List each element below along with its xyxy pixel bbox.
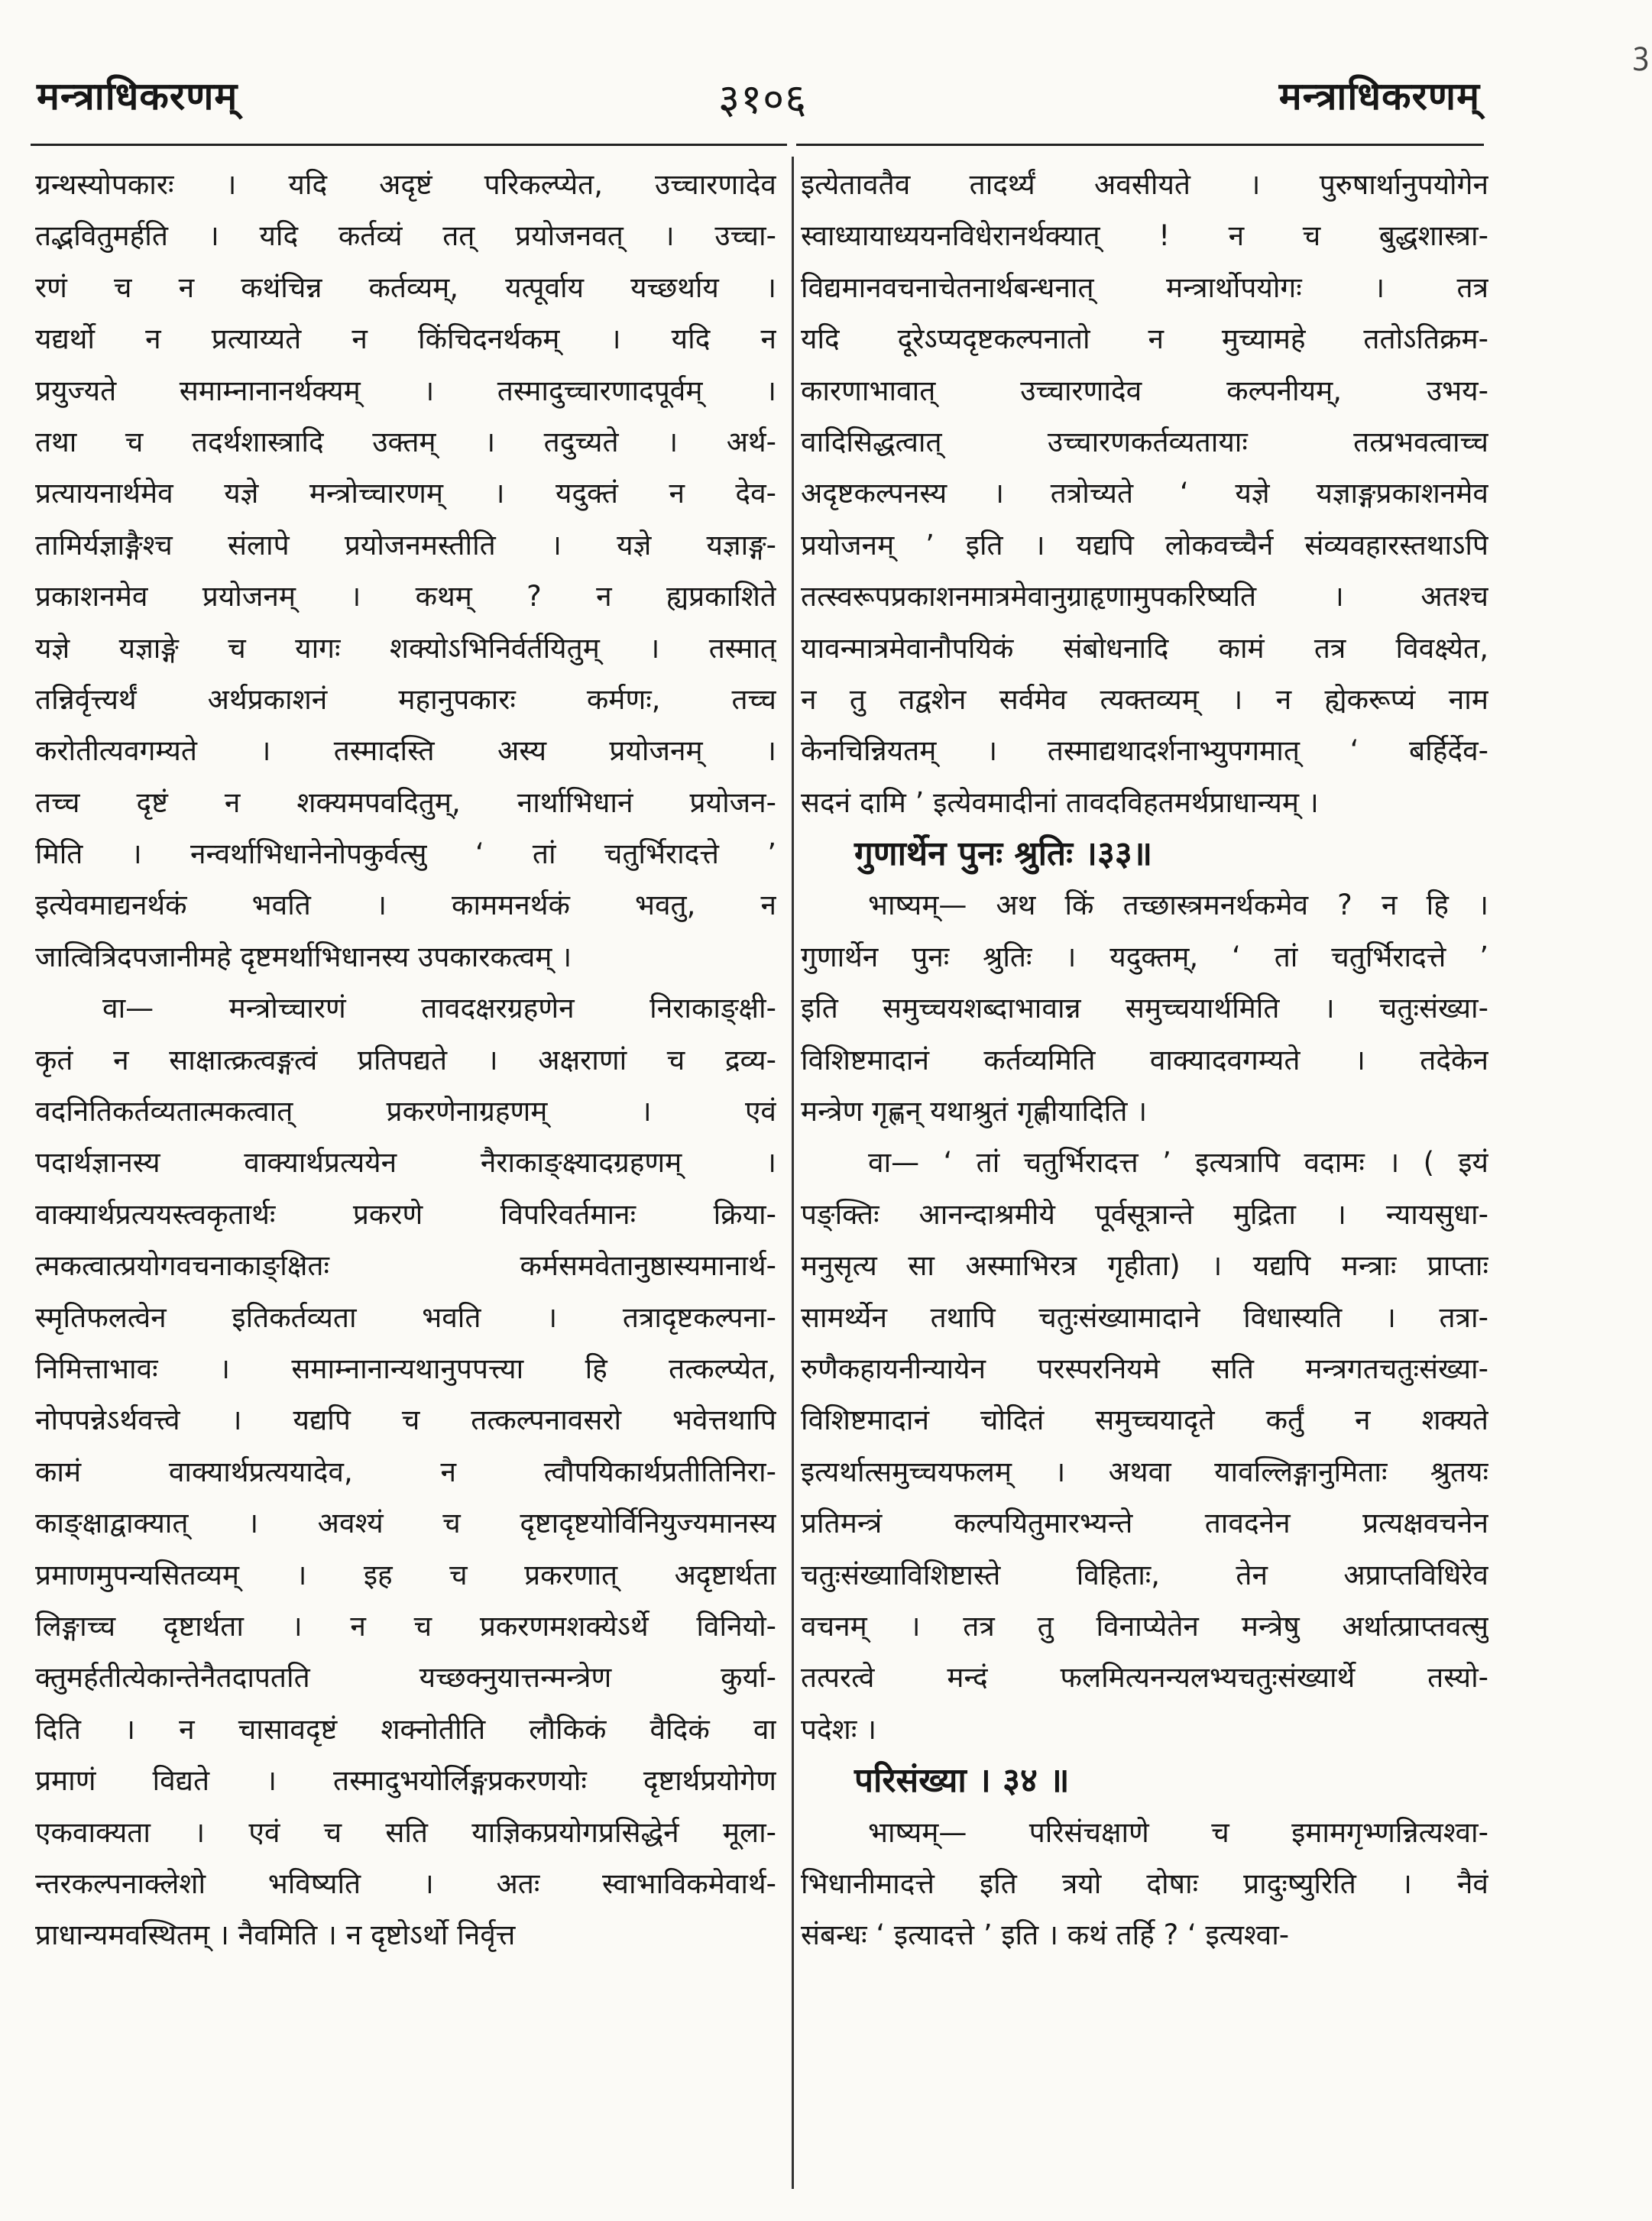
text-line: प्राधान्यमवस्थितम् । नैवमिति । न दृष्टोऽर्थो निर्वृत्त [35, 1918, 516, 1952]
page-number: ३१०६ [718, 75, 808, 123]
text-line: यद्यर्थो न प्रत्याय्यते न किंचिदनर्थकम् । यदि न [35, 322, 776, 356]
text-line: भाष्यम्— अथ किं तच्छास्त्रमनर्थकमेव ? न हि । [868, 889, 1488, 922]
text-line: नोपपन्नेऽर्थवत्त्वे । यद्यपि च तत्कल्पनावसरो भवेत्तथापि [35, 1404, 776, 1437]
text-line: गुणार्थेन पुनः श्रुतिः । यदुक्तम्, ‘ तां चतुर्भिरादत्ते ’ [801, 940, 1488, 973]
text-line: यदि दूरेऽप्यदृष्टकल्पनातो न मुच्यामहे ततोऽतिक्रम- [801, 322, 1488, 356]
text-line: वादिसिद्धत्वात् उच्चारणकर्तव्यतायाः तत्प्रभवत्वाच्च [801, 425, 1488, 458]
text-line: तन्निर्वृत्त्यर्थं अर्थप्रकाशनं महानुपकारः कर्मणः, तच्च [35, 682, 776, 716]
right-column [801, 159, 1488, 1961]
text-line: इत्येवमाद्यनर्थकं भवति । काममनर्थकं भवतु, न [35, 889, 776, 922]
text-line: प्रत्यायनार्थमेव यज्ञे मन्त्रोच्चारणम् । यदुक्तं न देव- [35, 477, 776, 510]
text-line: इत्यर्थात्समुच्चयफलम् । अथवा यावल्लिङ्गानुमिताः श्रुतयः [801, 1455, 1488, 1488]
text-line: यज्ञे यज्ञाङ्गे च यागः शक्योऽभिनिर्वर्तयितुम् । तस्मात् [35, 631, 776, 665]
text-line: तथा च तदर्थशास्त्रादि उक्तम् । तदुच्यते । अर्थ- [35, 425, 776, 458]
running-header-right: मन्त्राधिकरणम् [1278, 74, 1480, 118]
text-line: लिङ्गाच्च दृष्टार्थता । न च प्रकरणमशक्येऽर्थे विनियो- [35, 1609, 776, 1643]
text-line: प्रयोजनम् ’ इति । यद्यपि लोकवच्चैर्न संव्यवहारस्तथाऽपि [801, 528, 1488, 562]
text-line: संबन्धः ‘ इत्यादत्ते ’ इति । कथं तर्हि ? ‘ इत्यश्वा- [801, 1918, 1290, 1952]
text-line: मिति । नन्वर्थाभिधानेनोपकुर्वत्सु ‘ तां चतुर्भिरादत्ते ’ [35, 837, 776, 871]
text-line: कारणाभावात् उच्चारणादेव कल्पनीयम्, उभय- [801, 374, 1488, 407]
text-line: प्रतिमन्त्रं कल्पयितुमारभ्यन्ते तावदनेन प्रत्यक्षवचनेन [801, 1507, 1488, 1540]
text-line: न्तरकल्पनाक्लेशो भविष्यति । अतः स्वाभाविकमेवार्थ- [35, 1866, 776, 1900]
header-rule-right [796, 144, 1484, 146]
text-line: वचनम् । तत्र तु विनाप्येतेन मन्त्रेषु अर्थात्प्राप्तवत्सु [801, 1609, 1488, 1643]
text-line: वा— ‘ तां चतुर्भिरादत्त ’ इत्यत्रापि वदामः । ( इयं [868, 1146, 1488, 1180]
text-line: प्रमाणमुपन्यसितव्यम् । इह च प्रकरणात् अदृष्टार्थता [35, 1558, 776, 1591]
text-line: न तु तद्वशेन सर्वमेव त्यक्तव्यम् । न ह्येकरूप्यं नाम [801, 682, 1488, 716]
text-line: एकवाक्यता । एवं च सति याज्ञिकप्रयोगप्रसिद्धेर्न मूला- [35, 1815, 776, 1849]
text-line: पदार्थज्ञानस्य वाक्यार्थप्रत्ययेन नैराकाङ्क्ष्यादग्रहणम् । [35, 1146, 776, 1180]
text-line: रुणैकहायनीन्यायेन परस्परनियमे सति मन्त्रगतचतुःसंख्या- [801, 1352, 1488, 1385]
text-line: वाक्यार्थप्रत्ययस्त्वकृतार्थः प्रकरणे विपरिवर्तमानः क्रिया- [35, 1197, 776, 1231]
text-line: क्तुमर्हतीत्येकान्तेनैतदापतति यच्छक्नुयात्तन्मन्त्रेण कुर्या- [35, 1661, 776, 1695]
text-line: पङ्क्तिः आनन्दाश्रमीये पूर्वसूत्रान्ते मुद्रिता । न्यायसुधा- [801, 1197, 1488, 1231]
text-line: पदेशः । [801, 1712, 877, 1746]
text-line: विद्यमानवचनाचेतनार्थबन्धनात् मन्त्रार्थोपयोगः । तत्र [801, 270, 1488, 304]
text-line: प्रमाणं विद्यते । तस्मादुभयोर्लिङ्गप्रकरणयोः दृष्टार्थप्रयोगेण [35, 1764, 776, 1798]
text-line: प्रकाशनमेव प्रयोजनम् । कथम् ? न ह्यप्रकाशिते [35, 580, 776, 614]
section-heading: गुणार्थेन पुनः श्रुतिः ।३३॥ [854, 834, 1153, 874]
text-line: करोतीत्यवगम्यते । तस्मादस्ति अस्य प्रयोजनम् । [35, 734, 776, 768]
text-line: दिति । न चासावदृष्टं शक्नोतीति लौकिकं वैदिकं वा [35, 1712, 776, 1746]
text-line: रणं च न कथंचिन्न कर्तव्यम्, यत्पूर्वाय यच्छर्थाय । [35, 270, 776, 304]
text-line: काङ्क्षाद्वाक्यात् । अवश्यं च दृष्टादृष्टयोर्विनियुज्यमानस्य [35, 1507, 776, 1540]
text-line: तत्स्वरूपप्रकाशनमात्रमेवानुग्राहृणामुपकरिष्यति । अतश्च [801, 580, 1488, 614]
text-line: वा— मन्त्रोच्चारणं तावदक्षरग्रहणेन निराकाङ्क्षी- [102, 992, 776, 1025]
text-line: अदृष्टकल्पनस्य । तत्रोच्यते ‘ यज्ञे यज्ञाङ्गप्रकाशनमेव [801, 477, 1488, 510]
text-line: वदनितिकर्तव्यतात्मकत्वात् प्रकरणेनाग्रहणम् । एवं [35, 1095, 776, 1128]
margin-mark-icon: ꝫ [1633, 36, 1649, 71]
text-line: कामं वाक्यार्थप्रत्ययादेव, न त्वौपयिकार्थप्रतीतिनिरा- [35, 1455, 776, 1488]
text-line: सदनं दामि ’ इत्येवमादीनां तावदविहतमर्थप्राधान्यम् । [801, 785, 1319, 819]
text-line: सामर्थ्येन तथापि चतुःसंख्यामादाने विधास्यति । तत्रा- [801, 1300, 1488, 1334]
text-line: निमित्ताभावः । समाम्नानान्यथानुपपत्त्या हि तत्कल्प्येत, [35, 1352, 776, 1385]
text-line: इत्येतावतैव तादर्थ्यं अवसीयते । पुरुषार्थानुपयोगेन [801, 168, 1488, 201]
text-line: तत्परत्वे मन्दं फलमित्यनन्यलभ्यचतुःसंख्यार्थे तस्यो- [801, 1661, 1488, 1695]
text-line: ग्रन्थस्योपकारः । यदि अदृष्टं परिकल्प्येत, उच्चारणादेव [35, 168, 776, 201]
text-line: स्वाध्यायाध्ययनविधेरानर्थक्यात् ! न च बुद्धशास्त्रा- [801, 219, 1488, 253]
text-line: कृतं न साक्षात्क्रत्वङ्गत्वं प्रतिपद्यते । अक्षराणां च द्रव्य- [35, 1043, 776, 1077]
text-line: केनचिन्नियतम् । तस्माद्यथादर्शनाभ्युपगमात् ‘ बर्हिर्देव- [801, 734, 1488, 768]
text-line: तामिर्यज्ञाङ्गैश्च संलापे प्रयोजनमस्तीति । यज्ञे यज्ञाङ्ग- [35, 528, 776, 562]
running-header-left: मन्त्राधिकरणम् [37, 74, 238, 118]
text-line: इति समुच्चयशब्दाभावान्न समुच्चयार्थमिति । चतुःसंख्या- [801, 992, 1488, 1025]
text-line: स्मृतिफलत्वेन इतिकर्तव्यता भवति । तत्रादृष्टकल्पना- [35, 1300, 776, 1334]
header-rule-left [31, 144, 787, 146]
text-line: भिधानीमादत्ते इति त्रयो दोषाः प्रादुःष्युरिति । नैवं [801, 1866, 1488, 1900]
column-divider [792, 157, 794, 2189]
text-line: भाष्यम्— परिसंचक्षाणे च इमामगृभ्णन्नित्यश्वा- [868, 1815, 1488, 1849]
text-line: मनुसृत्य सा अस्माभिरत्र गृहीता) । यद्यपि मन्त्राः प्राप्ताः [801, 1249, 1488, 1283]
section-heading: परिसंख्या । ३४ ॥ [854, 1761, 1070, 1801]
text-line: यावन्मात्रमेवानौपयिकं संबोधनादि कामं तत्र विवक्ष्येत, [801, 631, 1488, 665]
text-line: विशिष्टमादानं चोदितं समुच्चयादृते कर्तुं न शक्यते [801, 1404, 1488, 1437]
text-line: मन्त्रेण गृह्णन् यथाश्रुतं गृह्णीयादिति । [801, 1095, 1148, 1128]
text-line: तच्च दृष्टं न शक्यमपवदितुम्, नार्थाभिधानं प्रयोजन- [35, 785, 776, 819]
text-line: चतुःसंख्याविशिष्टास्ते विहिताः, तेन अप्राप्तविधिरेव [801, 1558, 1488, 1591]
text-line: तद्भवितुमर्हति । यदि कर्तव्यं तत् प्रयोजनवत् । उच्चा- [35, 219, 776, 253]
text-line: जात्वित्रिदपजानीमहे दृष्टमर्थाभिधानस्य उपकारकत्वम् । [35, 940, 572, 973]
left-column [35, 159, 776, 1961]
text-line: विशिष्टमादानं कर्तव्यमिति वाक्यादवगम्यते । तदेकेन [801, 1043, 1488, 1077]
text-line: त्मकत्वात्प्रयोगवचनाकाङ्क्षितः कर्मसमवेतानुष्ठास्यमानार्थ- [35, 1249, 776, 1283]
text-line: प्रयुज्यते समाम्नानानर्थक्यम् । तस्मादुच्चारणादपूर्वम् । [35, 374, 776, 407]
